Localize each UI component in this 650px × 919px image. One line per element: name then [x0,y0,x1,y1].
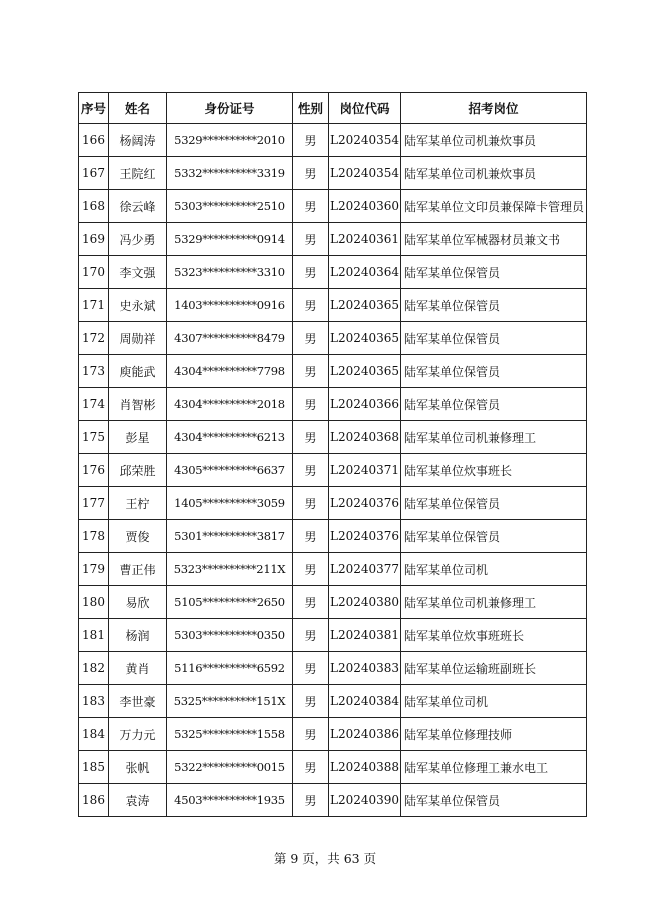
cell-post-code: L20240380 [329,586,401,619]
table-row [79,223,587,256]
cell-id-number: 4307**********8479 [167,322,293,355]
cell-name: 张帆 [109,751,167,784]
cell-gender: 男 [293,619,329,652]
cell-name: 庾能武 [109,355,167,388]
cell-id-number: 4304**********6213 [167,421,293,454]
cell-id-number: 4305**********6637 [167,454,293,487]
cell-id-number: 1403**********0916 [167,289,293,322]
table-header-row [79,93,587,124]
cell-post: 陆军某单位运输班副班长 [401,652,587,685]
cell-id-number: 4304**********7798 [167,355,293,388]
cell-seq: 186 [79,784,109,817]
table-row [79,718,587,751]
cell-gender: 男 [293,718,329,751]
cell-name: 李世豪 [109,685,167,718]
cell-gender: 男 [293,355,329,388]
cell-name: 李文强 [109,256,167,289]
header-name: 姓名 [109,93,167,124]
cell-gender: 男 [293,256,329,289]
header-id-number: 身份证号 [167,93,293,124]
cell-seq: 168 [79,190,109,223]
cell-name: 杨润 [109,619,167,652]
cell-id-number: 4503**********1935 [167,784,293,817]
cell-name: 史永斌 [109,289,167,322]
cell-post-code: L20240365 [329,322,401,355]
table-row [79,652,587,685]
cell-seq: 174 [79,388,109,421]
cell-id-number: 5116**********6592 [167,652,293,685]
table-row [79,124,587,157]
cell-post-code: L20240377 [329,553,401,586]
cell-post-code: L20240360 [329,190,401,223]
cell-seq: 185 [79,751,109,784]
cell-gender: 男 [293,388,329,421]
cell-seq: 177 [79,487,109,520]
cell-post: 陆军某单位保管员 [401,355,587,388]
table-row [79,388,587,421]
cell-seq: 167 [79,157,109,190]
cell-post-code: L20240390 [329,784,401,817]
cell-seq: 178 [79,520,109,553]
cell-name: 袁涛 [109,784,167,817]
cell-name: 肖智彬 [109,388,167,421]
cell-post: 陆军某单位司机兼修理工 [401,421,587,454]
cell-id-number: 5329**********0914 [167,223,293,256]
cell-name: 徐云峰 [109,190,167,223]
cell-gender: 男 [293,223,329,256]
cell-post-code: L20240365 [329,289,401,322]
cell-id-number: 5325**********1558 [167,718,293,751]
header-post-code: 岗位代码 [329,93,401,124]
cell-gender: 男 [293,289,329,322]
cell-gender: 男 [293,553,329,586]
cell-name: 王柠 [109,487,167,520]
cell-post-code: L20240361 [329,223,401,256]
cell-post: 陆军某单位司机 [401,685,587,718]
cell-gender: 男 [293,157,329,190]
cell-name: 邱荣胜 [109,454,167,487]
cell-post-code: L20240388 [329,751,401,784]
table-row [79,157,587,190]
header-seq: 序号 [79,93,109,124]
cell-post: 陆军某单位保管员 [401,322,587,355]
cell-id-number: 1405**********3059 [167,487,293,520]
cell-id-number: 5323**********3310 [167,256,293,289]
cell-seq: 182 [79,652,109,685]
cell-post: 陆军某单位保管员 [401,487,587,520]
cell-id-number: 5322**********0015 [167,751,293,784]
cell-post: 陆军某单位炊事班长 [401,454,587,487]
table-row [79,421,587,454]
cell-gender: 男 [293,652,329,685]
cell-name: 易欣 [109,586,167,619]
cell-gender: 男 [293,586,329,619]
table-row [79,454,587,487]
cell-seq: 183 [79,685,109,718]
cell-seq: 170 [79,256,109,289]
cell-gender: 男 [293,124,329,157]
cell-seq: 171 [79,289,109,322]
page-number: 第 9 页，共 63 页 [273,851,377,866]
cell-seq: 176 [79,454,109,487]
cell-id-number: 5323**********211X [167,553,293,586]
cell-name: 曹正伟 [109,553,167,586]
cell-post: 陆军某单位文印员兼保障卡管理员 [401,190,587,223]
cell-post-code: L20240371 [329,454,401,487]
cell-id-number: 5105**********2650 [167,586,293,619]
table-row [79,289,587,322]
table-row [79,355,587,388]
cell-post-code: L20240376 [329,487,401,520]
header-post: 招考岗位 [401,93,587,124]
cell-post: 陆军某单位保管员 [401,388,587,421]
table-row [79,190,587,223]
cell-id-number: 5303**********0350 [167,619,293,652]
cell-post-code: L20240364 [329,256,401,289]
cell-name: 万力元 [109,718,167,751]
cell-post-code: L20240381 [329,619,401,652]
cell-name: 王院红 [109,157,167,190]
table-row [79,751,587,784]
table-row [79,487,587,520]
cell-id-number: 5325**********151X [167,685,293,718]
cell-post: 陆军某单位修理技师 [401,718,587,751]
cell-seq: 169 [79,223,109,256]
cell-gender: 男 [293,520,329,553]
cell-post-code: L20240386 [329,718,401,751]
cell-seq: 175 [79,421,109,454]
cell-post-code: L20240376 [329,520,401,553]
header-gender: 性别 [293,93,329,124]
cell-gender: 男 [293,190,329,223]
cell-post: 陆军某单位保管员 [401,256,587,289]
cell-seq: 184 [79,718,109,751]
cell-gender: 男 [293,421,329,454]
table-row [79,553,587,586]
cell-id-number: 4304**********2018 [167,388,293,421]
cell-post: 陆军某单位保管员 [401,784,587,817]
cell-post-code: L20240368 [329,421,401,454]
cell-id-number: 5301**********3817 [167,520,293,553]
table-row [79,784,587,817]
cell-post: 陆军某单位司机兼炊事员 [401,124,587,157]
cell-seq: 166 [79,124,109,157]
cell-name: 周勋祥 [109,322,167,355]
cell-post: 陆军某单位保管员 [401,520,587,553]
cell-post: 陆军某单位保管员 [401,289,587,322]
cell-post-code: L20240366 [329,388,401,421]
table-row [79,322,587,355]
cell-name: 彭星 [109,421,167,454]
table-row [79,586,587,619]
cell-id-number: 5303**********2510 [167,190,293,223]
cell-seq: 180 [79,586,109,619]
cell-post-code: L20240384 [329,685,401,718]
cell-name: 贾俊 [109,520,167,553]
cell-post: 陆军某单位修理工兼水电工 [401,751,587,784]
cell-gender: 男 [293,322,329,355]
cell-gender: 男 [293,685,329,718]
cell-post-code: L20240383 [329,652,401,685]
cell-gender: 男 [293,454,329,487]
cell-post: 陆军某单位军械器材员兼文书 [401,223,587,256]
cell-name: 冯少勇 [109,223,167,256]
cell-id-number: 5329**********2010 [167,124,293,157]
table-row [79,520,587,553]
cell-post: 陆军某单位司机兼炊事员 [401,157,587,190]
candidate-table [78,92,587,817]
cell-seq: 179 [79,553,109,586]
cell-seq: 173 [79,355,109,388]
cell-seq: 172 [79,322,109,355]
cell-post: 陆军某单位司机兼修理工 [401,586,587,619]
cell-gender: 男 [293,784,329,817]
cell-name: 黄肖 [109,652,167,685]
cell-name: 杨阔涛 [109,124,167,157]
cell-post-code: L20240354 [329,124,401,157]
table-row [79,619,587,652]
cell-id-number: 5332**********3319 [167,157,293,190]
table-row [79,685,587,718]
cell-gender: 男 [293,487,329,520]
cell-seq: 181 [79,619,109,652]
cell-post: 陆军某单位炊事班班长 [401,619,587,652]
cell-post-code: L20240365 [329,355,401,388]
table-row [79,256,587,289]
cell-post-code: L20240354 [329,157,401,190]
cell-post: 陆军某单位司机 [401,553,587,586]
cell-gender: 男 [293,751,329,784]
